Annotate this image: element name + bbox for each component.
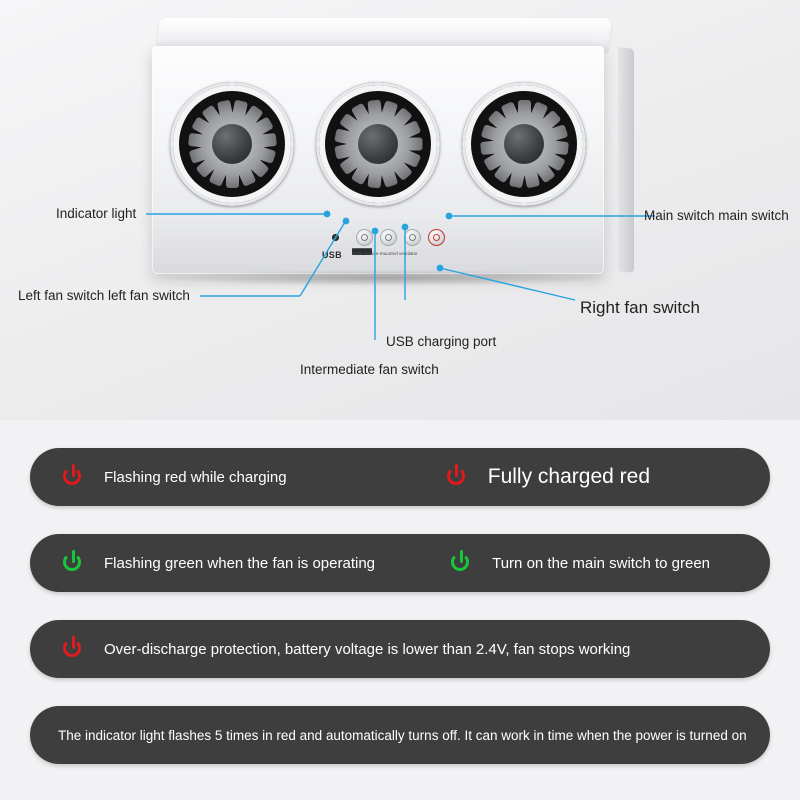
status-bar-charging-left <box>30 462 287 492</box>
fan-right <box>462 82 586 206</box>
status-text-flashing-green: Flashing green when the fan is operating <box>104 554 376 572</box>
status-bar-charging-right <box>414 462 650 492</box>
callout-indicator-light: Indicator light <box>56 206 137 221</box>
status-bar-over-discharge-left <box>30 634 630 664</box>
status-bar-fan <box>30 534 770 592</box>
status-bar-charging <box>30 448 770 506</box>
status-text-main-switch-green: Turn on the main switch to green <box>492 554 710 572</box>
ventilator-device <box>152 18 622 280</box>
status-bar-fan-right <box>418 548 710 578</box>
indicator-light-led <box>332 234 339 241</box>
callout-intermediate-fan-switch: Intermediate fan switch <box>300 362 439 377</box>
usb-label: USB <box>322 250 342 260</box>
fan-hub <box>212 124 252 164</box>
control-panel <box>312 224 472 268</box>
status-bar-power-off-left <box>58 728 747 743</box>
device-right-edge <box>618 47 634 273</box>
status-bar-fan-left <box>30 548 375 578</box>
intermediate-fan-switch-button[interactable] <box>380 229 397 246</box>
right-fan-switch-button[interactable] <box>404 229 421 246</box>
fan-hub <box>358 124 398 164</box>
panel-subtext: Solar vehicle-mounted ventilator <box>351 251 418 256</box>
status-bar-over-discharge <box>30 620 770 678</box>
control-button-row <box>356 229 445 246</box>
status-text-fully-charged: Fully charged red <box>487 465 650 488</box>
callout-main-switch: Main switch main switch <box>644 208 789 223</box>
callout-right-fan-switch: Right fan switch <box>580 298 700 317</box>
power-icon-red <box>58 462 88 492</box>
status-text-power-off: The indicator light flashes 5 times in red and automatically turns off. It can work in time when the power is turned on <box>58 727 747 743</box>
power-icon-green <box>58 548 88 578</box>
power-icon-red <box>58 634 88 664</box>
status-text-over-discharge: Over-discharge protection, battery voltage is lower than 2.4V, fan stops working <box>104 640 631 658</box>
device-body <box>152 46 604 274</box>
fan-hub <box>504 124 544 164</box>
status-text-flashing-red: Flashing red while charging <box>104 468 287 486</box>
callout-left-fan-switch: Left fan switch left fan switch <box>18 288 190 303</box>
callout-usb-charging-port: USB charging port <box>386 334 497 349</box>
device-shadow <box>162 270 610 286</box>
power-icon-red <box>442 462 472 492</box>
power-icon-green <box>446 548 476 578</box>
status-bar-power-off <box>30 706 770 764</box>
fan-middle <box>316 82 440 206</box>
main-switch-button[interactable] <box>428 229 445 246</box>
fan-left <box>170 82 294 206</box>
left-fan-switch-button[interactable] <box>356 229 373 246</box>
